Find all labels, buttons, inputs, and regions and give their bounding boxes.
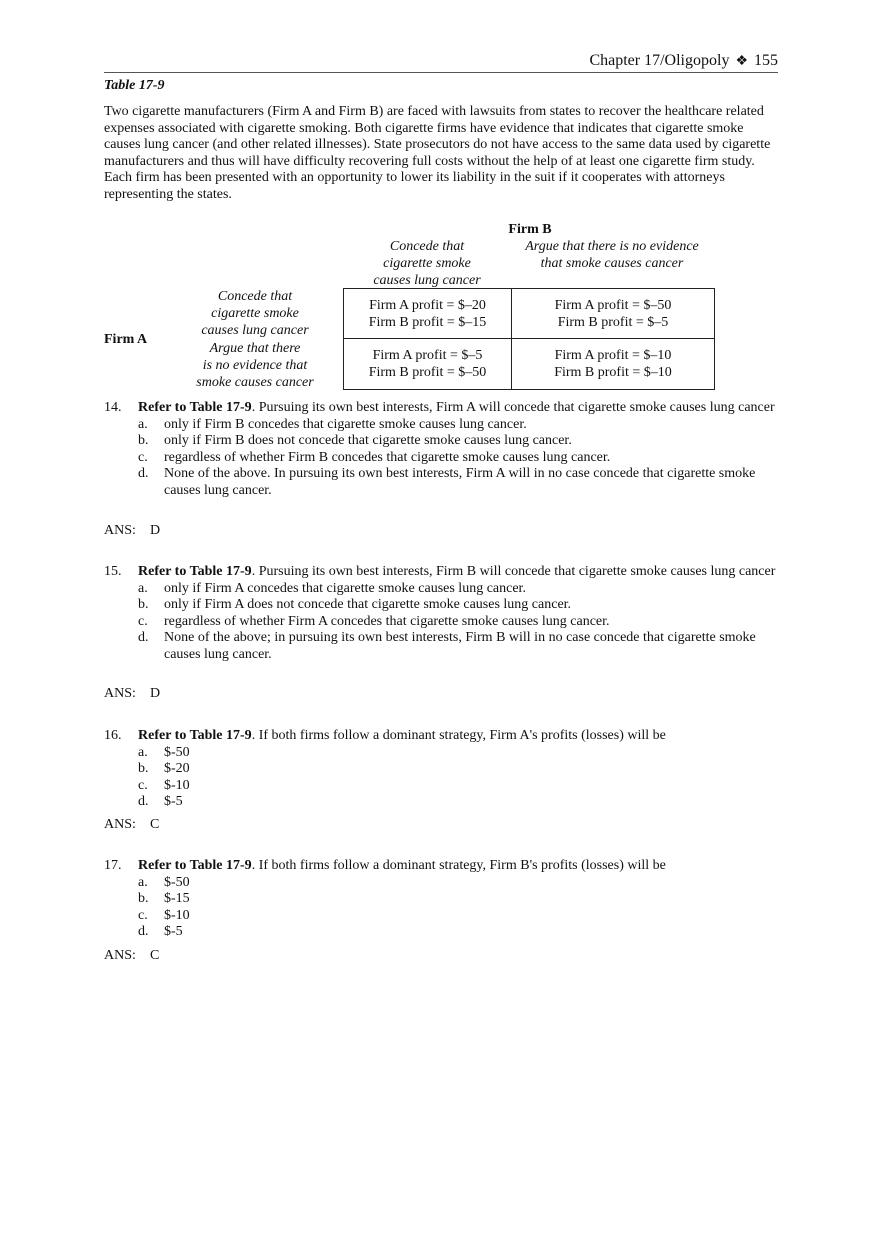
question-14 [104,400,780,499]
table-title: Table 17-9 [104,78,165,93]
option-letter: a. [138,416,148,432]
row-head-line: causes lung cancer [201,323,309,338]
option-text: $-10 [164,777,190,793]
option-text: None of the above. In pursuing its own best interests, Firm A will in no case concede that cigarette smoke causes lung cancer. [164,466,756,498]
answer-value: D [150,686,161,701]
payoff-firm-a: Firm A profit = $–50 [554,298,672,313]
col-head-line: that smoke causes cancer [540,256,684,271]
option-a [138,581,780,598]
page-number: 155 [754,52,778,69]
question-17 [104,858,780,941]
question-number: 15. [104,564,122,579]
option-c [138,908,780,925]
row-head-line: is no evidence that [202,358,308,373]
answer-16 [104,817,159,833]
option-d [138,794,780,811]
option-text: $-50 [164,874,190,890]
option-c [138,450,780,467]
chapter-title: Chapter 17/Oligopoly [589,52,730,69]
option-letter: c. [138,907,148,923]
column-head-argue [512,238,712,272]
payoff-cell [344,289,512,339]
option-text: only if Firm A concedes that cigarette smoke causes lung cancer. [164,580,526,596]
row-head-line: cigarette smoke [211,306,299,321]
stem-text: . If both firms follow a dominant strategy, Firm A's profits (losses) will be [251,728,666,743]
answer-14 [104,523,160,539]
stem-text: . Pursuing its own best interests, Firm B will concede that cigarette smoke causes lung cancer [251,564,776,579]
option-text: only if Firm A does not concede that cigarette smoke causes lung cancer. [164,597,572,612]
option-letter: a. [138,580,148,596]
question-number: 17. [104,858,122,873]
row-head-line: smoke causes cancer [196,375,314,390]
stem-text: . Pursuing its own best interests, Firm A will concede that cigarette smoke causes lung cancer [251,400,775,415]
answer-label: ANS: [104,817,136,832]
option-text: $-10 [164,907,190,923]
answer-label: ANS: [104,686,136,701]
payoff-firm-b: Firm B profit = $–5 [557,315,669,330]
table-reference: Refer to Table 17-9 [138,858,252,873]
firm-a-label: Firm A [104,332,148,347]
col-head-line: causes lung cancer [373,273,481,288]
payoff-firm-b: Firm B profit = $–50 [368,365,487,380]
option-b [138,891,780,908]
stem-text: . If both firms follow a dominant strategy, Firm B's profits (losses) will be [251,858,666,873]
option-letter: b. [138,597,149,612]
option-text: $-50 [164,744,190,760]
option-letter: d. [138,630,149,645]
payoff-matrix [343,288,715,390]
question-15 [104,564,780,663]
question-stem [138,400,780,417]
row-head-argue [190,340,320,391]
col-head-line: cigarette smoke [383,256,471,271]
answer-15 [104,686,160,702]
option-b [138,761,780,778]
answer-label: ANS: [104,948,136,963]
table-reference: Refer to Table 17-9 [138,564,252,579]
question-number: 16. [104,728,122,743]
col-head-line: Argue that there is no evidence [525,239,699,254]
option-letter: c. [138,613,148,629]
column-head-concede [343,238,511,289]
option-a [138,875,780,892]
answer-value: C [150,948,160,963]
payoff-firm-a: Firm A profit = $–5 [372,348,483,363]
firm-b-label: Firm B [508,222,552,237]
option-a [138,417,780,434]
option-text: $-20 [164,761,190,776]
question-number: 14. [104,400,122,415]
option-letter: c. [138,449,148,465]
option-text: regardless of whether Firm B concedes that cigarette smoke causes lung cancer. [164,449,611,465]
table-reference: Refer to Table 17-9 [138,400,252,415]
option-c [138,614,780,631]
row-head-line: Concede that [217,289,293,304]
option-letter: d. [138,466,149,481]
option-text: only if Firm B concedes that cigarette smoke causes lung cancer. [164,416,527,432]
option-d [138,630,780,663]
question-stem [138,564,780,581]
intro-paragraph: Two cigarette manufacturers (Firm A and Firm B) are faced with lawsuits from states to recover the healthcare related expenses associated with cigarette smoking. Both cigarette firms have evidence that indicates that cigarette smoke causes lung cancer (and other related illnesses). State prosecutors do not have access to the same data used by cigarette manufacturers and thus will have difficulty recovering full costs without the help of at least one cigarette firm study. Each firm has been presented with an opportunity to lower its liability in the suit if it cooperates with attorneys representing the states. [104,104,771,202]
answer-value: D [150,523,161,538]
option-text: None of the above; in pursuing its own best interests, Firm B will in no case concede that cigarette smoke causes lung cancer. [164,630,756,662]
question-stem [138,728,780,745]
option-text: only if Firm B does not concede that cigarette smoke causes lung cancer. [164,433,572,448]
question-16 [104,728,780,811]
payoff-firm-b: Firm B profit = $–15 [368,315,487,330]
option-text: $-5 [164,794,183,809]
diamond-icon: ❖ [735,54,748,69]
page-header [104,52,778,73]
option-text: regardless of whether Firm A concedes that cigarette smoke causes lung cancer. [164,613,610,629]
question-stem [138,858,780,875]
answer-label: ANS: [104,523,136,538]
option-d [138,924,780,941]
col-head-line: Concede that [389,239,465,254]
payoff-cell [512,289,714,339]
option-letter: b. [138,761,149,776]
option-text: $-15 [164,891,190,906]
option-letter: d. [138,794,149,809]
option-letter: b. [138,433,149,448]
table-reference: Refer to Table 17-9 [138,728,252,743]
option-c [138,778,780,795]
row-head-concede [190,288,320,339]
option-letter: d. [138,924,149,939]
option-a [138,745,780,762]
option-letter: a. [138,744,148,760]
answer-17 [104,948,159,964]
option-text: $-5 [164,924,183,939]
payoff-firm-a: Firm A profit = $–10 [554,348,672,363]
payoff-firm-a: Firm A profit = $–20 [369,298,486,313]
option-letter: b. [138,891,149,906]
payoff-cell [344,339,512,389]
option-letter: a. [138,874,148,890]
option-b [138,433,780,450]
payoff-firm-b: Firm B profit = $–10 [554,365,672,380]
option-letter: c. [138,777,148,793]
option-d [138,466,780,499]
answer-value: C [150,817,160,832]
row-head-line: Argue that there [209,341,301,356]
payoff-cell [512,339,714,389]
option-b [138,597,780,614]
